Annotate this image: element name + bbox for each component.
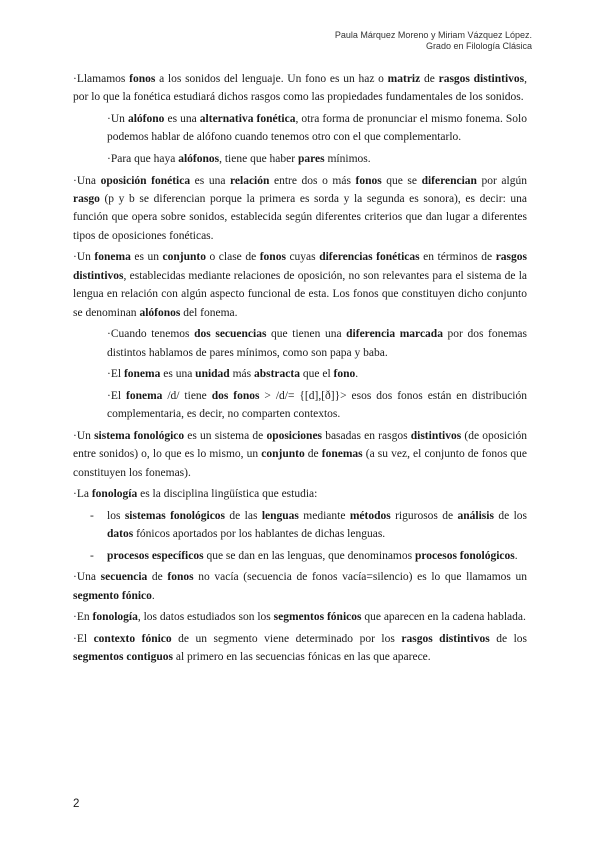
text-run: a los sonidos del lenguaje. Un fono es un haz o xyxy=(155,73,388,85)
text-run: o clase de xyxy=(205,251,260,264)
text-run: . xyxy=(151,589,155,602)
text-run: que se dan en las lenguas, que denominamos xyxy=(203,549,415,562)
bold-term: contexto fónico xyxy=(93,633,172,645)
text-run: , tiene que haber xyxy=(219,153,298,165)
text-run: ·El xyxy=(107,368,124,381)
bold-term: fonos xyxy=(167,571,194,584)
text-run: por dos fonemas distintos hablamos de pares mínimos, como son papa y baba. xyxy=(107,328,528,359)
bold-term: fonología xyxy=(92,611,138,624)
paragraph-fonema-d xyxy=(73,387,527,424)
text-run: (a su vez, el conjunto de fonos que constituyen los fonemas). xyxy=(73,448,528,479)
text-run: no vacía (secuencia de fonos vacía=silencio) es lo que llamamos un xyxy=(193,571,528,584)
bold-term: fonos xyxy=(129,73,156,85)
text-run: (de oposición entre sonidos) o, lo que es lo mismo, un xyxy=(73,429,527,461)
bold-term: segmento fónico xyxy=(73,589,152,602)
text-run: ·Una xyxy=(73,174,101,187)
text-run: ·El xyxy=(73,633,94,645)
bold-term: fono xyxy=(333,368,356,381)
text-run: (p y b se diferencian porque la primera es sorda y la segunda es sonora), es decir: una función que opera sobre sonidos, establecida según diferentes criterios que dan lugar a diferentes tipos de oposiciones fonéticas. xyxy=(73,193,527,242)
text-run: /d/ tiene xyxy=(162,389,212,402)
text-run: ·Un xyxy=(73,429,95,442)
text-run: basadas en rasgos xyxy=(322,429,411,442)
bold-term: procesos específicos xyxy=(107,549,204,562)
text-run: es la disciplina lingüística que estudia: xyxy=(137,488,318,501)
text-run: , otra forma de pronunciar el mismo fonema. Solo podemos hablar de alófono cuando tenemos otro con el que complementarlo. xyxy=(107,113,527,144)
bold-term: datos xyxy=(107,528,134,541)
bold-term: fonema xyxy=(123,368,161,381)
bold-term: secuencia xyxy=(100,571,148,584)
bold-term: alófonos xyxy=(139,306,181,319)
paragraph-sistema-fonologico xyxy=(73,427,527,482)
bold-term: diferencia marcada xyxy=(346,328,443,341)
bold-term: distintivos xyxy=(410,429,462,442)
bold-term: alófonos xyxy=(178,153,220,165)
header-authors: Paula Márquez Moreno y Miriam Vázquez López. xyxy=(334,30,532,40)
bold-term: rasgos distintivos xyxy=(401,633,490,645)
text-run: es una xyxy=(160,368,196,381)
text-run: , por lo que la fonética estudiará dichos rasgos como las propiedades fundamentales de los sonidos. xyxy=(73,73,527,104)
paragraph-unidad-abstracta xyxy=(73,365,527,383)
bold-term: sistema fonológico xyxy=(94,429,185,442)
paragraph-dos-secuencias xyxy=(73,325,527,362)
text-run: , los datos estudiados son los xyxy=(137,611,274,624)
text-run: rigurosos de xyxy=(390,509,458,522)
text-run: ·En xyxy=(73,611,93,624)
bold-term: segmentos fónicos xyxy=(273,611,362,624)
bold-term: alófono xyxy=(127,113,165,125)
paragraph-datos-estudiados xyxy=(73,608,527,626)
text-run: de las xyxy=(225,509,262,522)
text-run: ·Para que haya xyxy=(107,153,179,165)
bold-term: diferencian xyxy=(421,174,477,187)
list-item xyxy=(73,507,527,544)
text-run: ·Cuando tenemos xyxy=(107,328,195,341)
bold-term: dos fonos xyxy=(211,389,260,402)
bold-term: conjunto xyxy=(162,251,206,264)
bold-term: diferencias fonéticas xyxy=(319,251,420,264)
text-run: los xyxy=(107,509,125,522)
text-run: que el xyxy=(299,368,334,381)
bold-term: relación xyxy=(230,174,270,187)
paragraph-fonos xyxy=(73,70,527,107)
bold-term: rasgos distintivos xyxy=(73,251,528,282)
bold-term: pares xyxy=(297,153,325,165)
page-number: 2 xyxy=(73,798,80,810)
text-run: ·La xyxy=(73,488,92,501)
text-run: más xyxy=(229,368,254,381)
bold-term: fonos xyxy=(259,251,286,264)
paragraph-fonema xyxy=(73,248,527,322)
bold-term: alternativa fonética xyxy=(199,113,296,125)
list-item xyxy=(73,547,527,565)
text-run: ·Una xyxy=(73,571,101,584)
bold-term: matriz xyxy=(387,73,421,85)
bold-term: conjunto xyxy=(261,448,305,461)
page-header xyxy=(335,30,532,52)
dash-bullet: - xyxy=(90,509,94,522)
bold-term: rasgo xyxy=(73,193,100,205)
dash-bullet: - xyxy=(90,549,94,562)
bold-term: fonema xyxy=(94,251,131,264)
text-run: ·El xyxy=(107,389,126,402)
text-run: al primero en las secuencias fónicas en las que aparece. xyxy=(173,651,431,664)
bold-term: dos secuencias xyxy=(194,328,267,341)
bold-term: análisis xyxy=(457,509,494,522)
text-run: ·Un xyxy=(107,113,128,125)
text-run: ·Llamamos xyxy=(73,73,130,85)
text-run: es una xyxy=(164,113,200,125)
text-run: por algún xyxy=(476,174,527,187)
bold-term: fonema xyxy=(126,389,163,402)
text-run: es una xyxy=(190,174,230,187)
paragraph-pares-minimos xyxy=(73,150,527,168)
bold-term: fonos xyxy=(355,174,382,187)
paragraph-oposicion xyxy=(73,172,527,246)
bold-term: lenguas xyxy=(261,509,299,522)
bold-term: fonemas xyxy=(321,448,363,461)
text-run: es un sistema de xyxy=(184,429,267,442)
text-run: mediante xyxy=(298,509,350,522)
text-run: que se xyxy=(381,174,422,187)
text-run: . xyxy=(514,549,518,562)
paragraph-alofono xyxy=(73,110,527,147)
text-run: de los xyxy=(489,633,527,645)
bold-term: unidad xyxy=(195,368,230,381)
bold-term: oposiciones xyxy=(266,429,323,442)
bold-term: abstracta xyxy=(253,368,300,381)
text-run: es un xyxy=(130,251,163,264)
text-run: de xyxy=(304,448,322,461)
bold-term: procesos fonológicos xyxy=(414,549,515,562)
text-run: de los xyxy=(493,509,527,522)
bold-term: segmentos contiguos xyxy=(73,651,173,664)
fonologia-list xyxy=(73,507,527,565)
text-run: ·Un xyxy=(73,251,95,264)
paragraph-contexto-fonico xyxy=(73,630,527,667)
text-run: mínimos. xyxy=(324,153,371,165)
text-run: en términos de xyxy=(419,251,496,264)
text-run: de un segmento viene determinado por los xyxy=(171,633,402,645)
document-body xyxy=(73,70,527,670)
text-run: que aparecen en la cadena hablada. xyxy=(361,611,526,624)
text-run: , establecidas mediante relaciones de oposición, no son relevantes para el sistema de la lengua en relación con algún aspecto funcional de esta. Los fonos que constituyen dicho conjunto se denominan xyxy=(73,269,527,319)
text-run: entre dos o más xyxy=(269,174,356,187)
text-run: fónicos aportados por los hablantes de dichas lenguas. xyxy=(133,528,386,541)
text-run: de xyxy=(147,571,168,584)
text-run: que tienen una xyxy=(266,328,347,341)
bold-term: fonología xyxy=(91,488,138,501)
text-run: de xyxy=(420,73,439,85)
text-run: del fonema. xyxy=(180,306,238,319)
text-run: cuyas xyxy=(285,251,320,264)
text-run: > /d/= {[d],[ð]}> esos dos fonos están en distribución complementaria, es decir, no comparten contextos. xyxy=(107,389,527,421)
bold-term: oposición fonética xyxy=(100,174,191,187)
header-degree: Grado en Filología Clásica xyxy=(425,41,532,51)
bold-term: métodos xyxy=(349,509,391,522)
text-run: . xyxy=(355,368,359,381)
paragraph-segmento-fonico xyxy=(73,568,527,605)
bold-term: rasgos distintivos xyxy=(438,73,525,85)
bold-term: sistemas fonológicos xyxy=(124,509,226,522)
paragraph-fonologia xyxy=(73,485,527,503)
